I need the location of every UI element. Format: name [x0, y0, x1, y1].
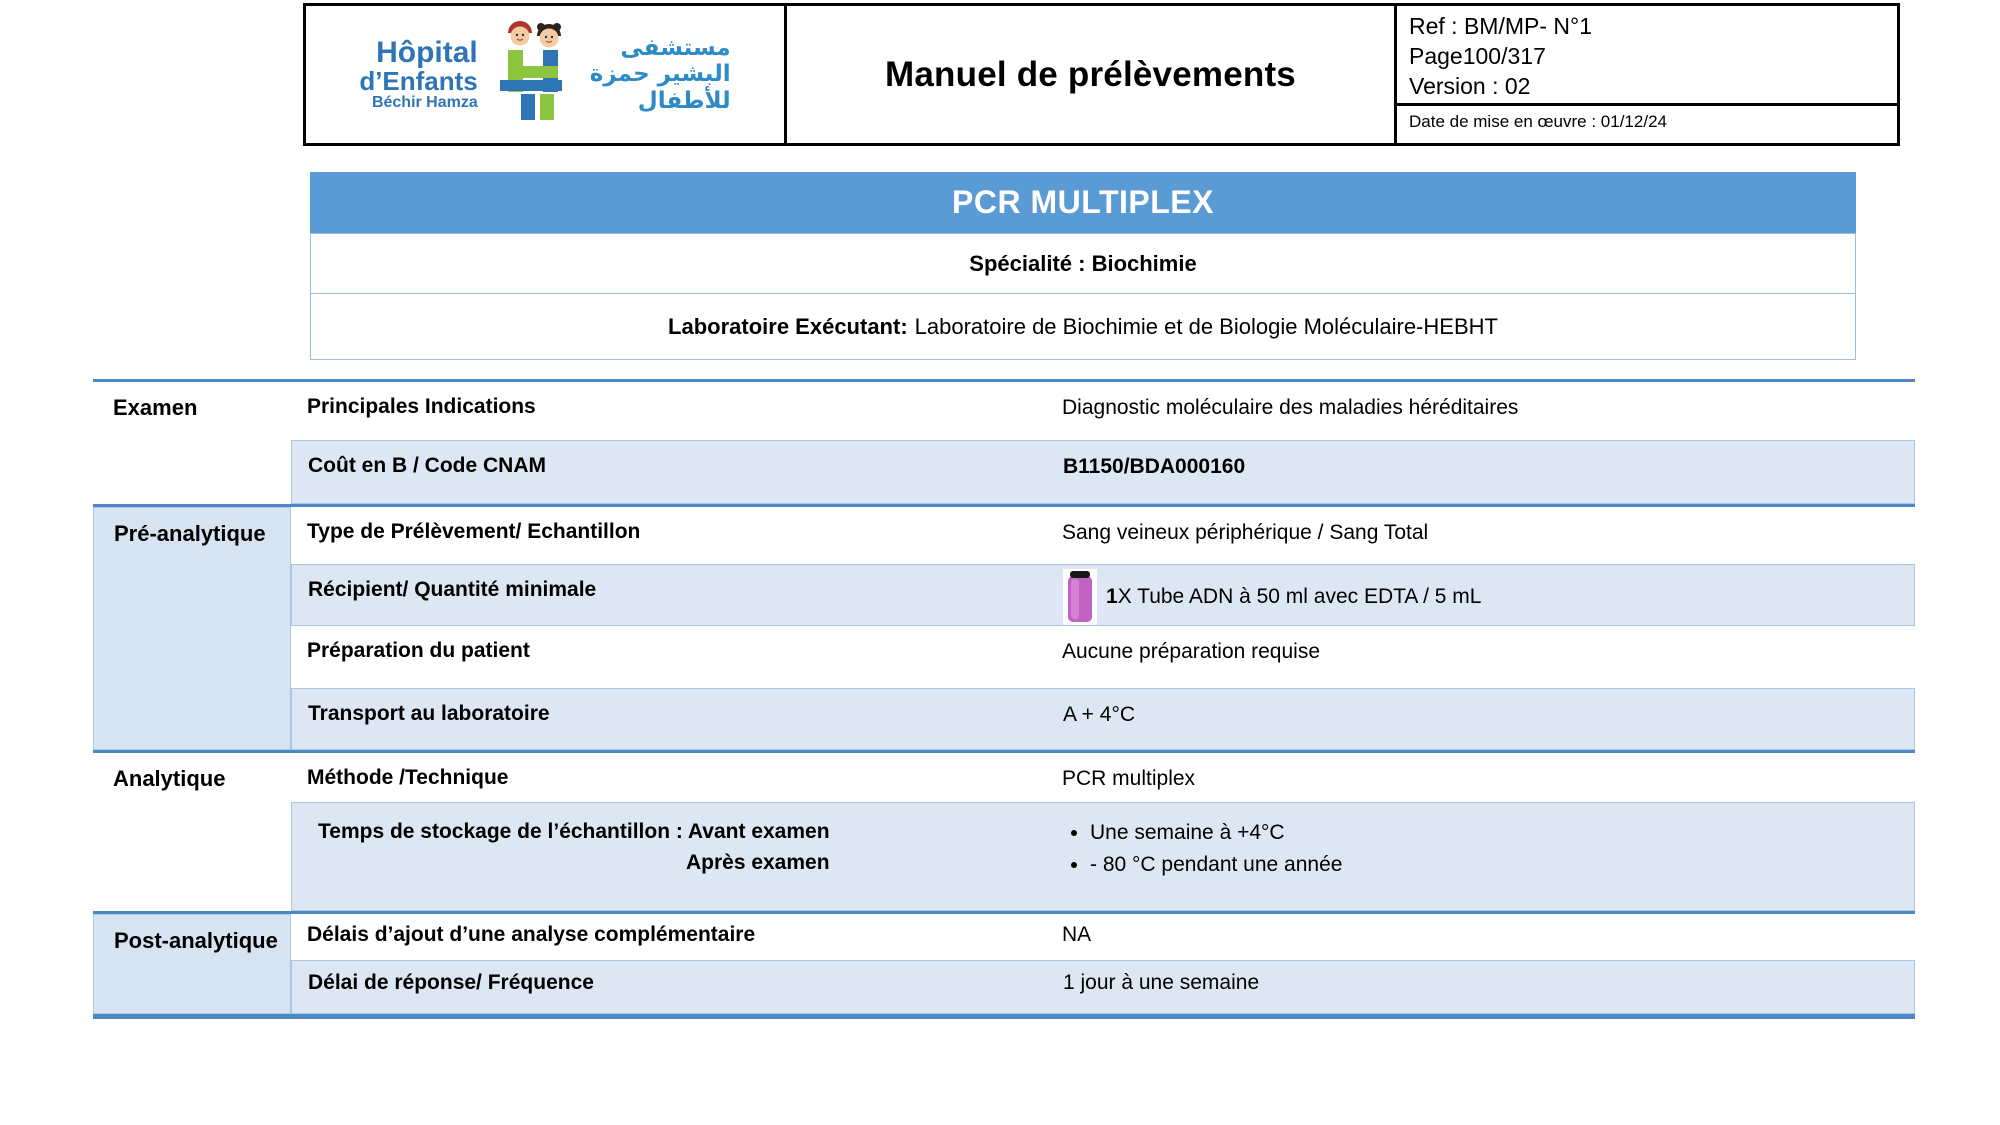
list-item: • - 80 °C pendant une année: [1090, 849, 1914, 881]
table-row: [291, 440, 1915, 504]
row-label: Récipient/ Quantité minimale: [308, 578, 597, 601]
row-label: Délai de réponse/ Fréquence: [308, 971, 594, 994]
hospital-name-fr-line2: d’Enfants: [359, 66, 478, 97]
hospital-name-ar-line2: البشير حمزة: [589, 61, 731, 88]
hospital-name-ar-line3: للأطفال: [637, 87, 731, 114]
table-row: [291, 753, 1915, 802]
logo-cell: [306, 6, 784, 143]
row-label: Préparation du patient: [307, 639, 530, 662]
row-value: [1051, 565, 1914, 625]
storage-time-label: [318, 816, 830, 878]
implementation-date: Date de mise en œuvre : 01/12/24: [1397, 103, 1897, 143]
header-table: [303, 3, 1900, 146]
row-label: [292, 803, 1051, 910]
hospital-logo: [359, 20, 730, 129]
hospital-name-fr-line3: Béchir Hamza: [371, 94, 478, 112]
table-row: [291, 382, 1915, 440]
table-row: [291, 564, 1915, 626]
hospital-name-ar-line1: مستشفى: [620, 34, 731, 61]
hospital-logo-mark-icon: [488, 20, 580, 129]
blood-tube-icon: [1063, 569, 1097, 625]
row-value: PCR multiplex: [1062, 767, 1196, 790]
title-cell: [784, 6, 1397, 143]
specialty-row: Spécialité : Biochimie: [310, 233, 1856, 294]
row-label: Coût en B / Code CNAM: [308, 454, 546, 477]
storage-conditions-list: [1063, 817, 1914, 881]
ref-number: Ref : BM/MP- N°1: [1409, 13, 1593, 39]
row-value: 1 jour à une semaine: [1063, 971, 1260, 994]
hospital-name-fr-line1: Hôpital: [376, 36, 478, 70]
ref-block: [1397, 6, 1897, 103]
row-value: [1051, 803, 1914, 910]
table-bottom-divider: [93, 1014, 1915, 1019]
table-row: [291, 914, 1915, 960]
row-value: A + 4°C: [1063, 703, 1136, 726]
version-number: Version : 02: [1409, 73, 1531, 99]
page-number: Page100/317: [1409, 43, 1546, 69]
table-row: [291, 626, 1915, 688]
list-item: • Une semaine à +4°C: [1090, 817, 1914, 849]
lab-value: Laboratoire de Biochimie et de Biologie Moléculaire-HEBHT: [914, 313, 1498, 339]
section-label-pre-analytique: Pré-analytique: [93, 507, 291, 750]
section-label-post-analytique: Post-analytique: [93, 914, 291, 1014]
row-label: Délais d’ajout d’une analyse complémentaire: [307, 923, 756, 946]
hospital-name-ar: [590, 35, 731, 114]
row-label: Type de Prélèvement/ Echantillon: [307, 520, 641, 543]
tube-description: X Tube ADN à 50 ml avec EDTA / 5 mL: [1117, 584, 1482, 608]
section-label-examen: Examen: [113, 395, 198, 420]
row-label: Méthode /Technique: [307, 766, 509, 789]
row-value: NA: [1062, 923, 1092, 946]
document-title: Manuel de prélèvements: [885, 54, 1296, 94]
ref-cell: [1397, 6, 1897, 143]
exam-title-banner: PCR MULTIPLEX: [310, 172, 1856, 233]
hospital-name-fr: [359, 37, 477, 112]
main-table: [93, 379, 1915, 1019]
row-value: Aucune préparation requise: [1062, 640, 1321, 663]
table-row: [291, 507, 1915, 564]
row-value: Diagnostic moléculaire des maladies héréditaires: [1062, 396, 1519, 419]
table-row: [291, 960, 1915, 1014]
table-row: [291, 802, 1915, 911]
row-label: Principales Indications: [307, 395, 536, 418]
lab-row: [310, 294, 1856, 360]
storage-after-label: Après examen: [685, 851, 830, 874]
lab-label: Laboratoire Exécutant:: [668, 313, 908, 339]
row-value: Sang veineux périphérique / Sang Total: [1062, 521, 1429, 544]
storage-before-label: Temps de stockage de l’échantillon : Avant examen: [318, 820, 830, 843]
section-label-analytique: Analytique: [113, 766, 226, 791]
table-row: [291, 688, 1915, 750]
tube-count: 1: [1106, 584, 1118, 608]
row-value: B1150/BDA000160: [1063, 455, 1246, 478]
row-label: Transport au laboratoire: [308, 702, 550, 725]
